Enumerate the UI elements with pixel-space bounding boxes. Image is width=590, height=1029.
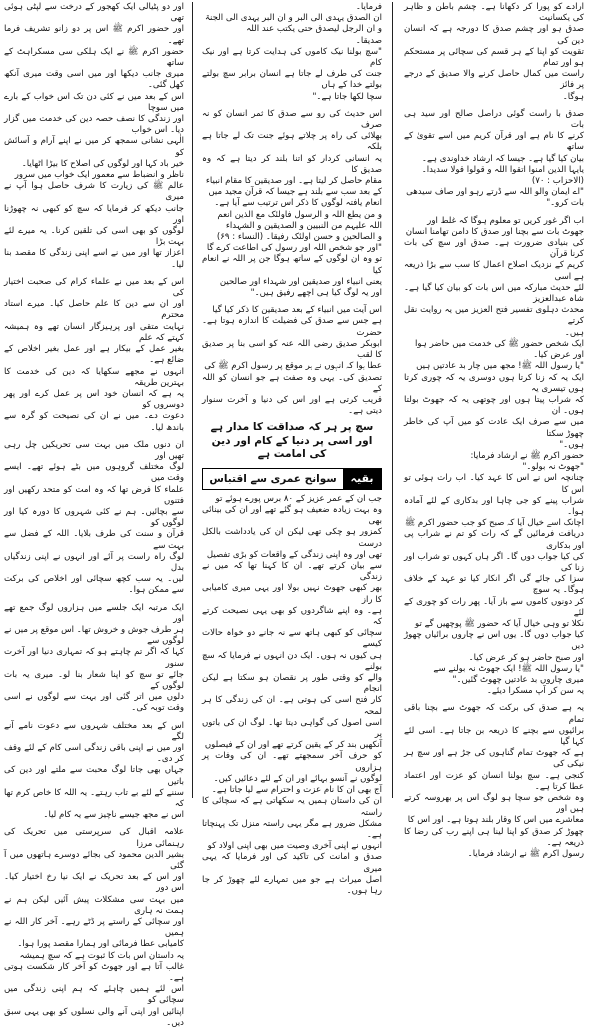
text-line: صدق با راست گوئی دراصل صالح اور سید ہی بات: [404, 108, 584, 131]
text-line: کامیابی عطا فرمائی اور ہمارا مقصد پورا ہوا۔: [17, 939, 184, 950]
text-line: جہاں بھی جاتا لوگ محبت سے ملتے اور دین کی باتیں: [4, 765, 184, 787]
text-line: یہ سن کر آپ مسکرا دیئے۔: [486, 686, 584, 697]
text-line: خیر باد کہا اور لوگوں کی اصلاح کا بیڑا اٹھایا۔: [21, 158, 184, 169]
text-line: الٰہی نشانی سمجھ کر میں نے اپنے آرام و آسائش کو: [4, 136, 184, 158]
text-line: شراب پینے کو جی چاہا اور بدکاری کے لئے آمادہ ہوا۔: [404, 495, 584, 517]
text-line: ایک شخص حضور ﷺ کی خدمت میں حاضر ہوا: [414, 338, 584, 349]
text-line: سننے کے لئے بے تاب رہتے۔ یہ اللہ کا خاص کرم تھا کہ: [4, 787, 184, 810]
text-line: "یا رسول اللہ ﷺ! مجھ میں چار بد عادتیں ہیں: [416, 361, 584, 372]
text-line: ہی کیوں نہ ہوں۔ ایک دن انہوں نے فرمایا کہ سچ بولنے: [202, 650, 382, 672]
text-line: اس کے بعد مختلف شہروں سے دعوت نامے آنے لگے: [4, 720, 184, 742]
text-line: صدق ہو اور چشم صدق کا دورجہ ہے کہ انسان دین کی: [404, 24, 584, 46]
text-line: یہ داستان اس بات کا ثبوت ہے کہ سچ ہمیشہ: [19, 950, 184, 961]
text-line: بھر کبھی جھوٹ نہیں بولا اور یہی میری کامیابی کا راز: [202, 583, 382, 605]
text-line: آج بھی ان کا نام عزت و احترام سے لیا جاتا ہے۔: [211, 785, 382, 796]
text-line: چنانچہ اس نے اس کا عہد کیا۔ اب رات ہوئی تو اس کا: [404, 473, 584, 495]
text-line: سزا کی جائے گی اگر انکار کیا تو عہد کے خلاف ہوگا۔ یہ سوچ: [404, 574, 584, 596]
text-line: عالم ﷺ کی زیارت کا شرف حاصل ہوا آپ نے میری: [4, 181, 184, 203]
text-line: نکلا تو وہی خیال آیا کہ حضور ﷺ پوچھیں گے تو: [415, 618, 584, 629]
text-line: جائے تو سچ کو اپنا شعار بنا لو۔ میری یہ بات لوگوں کے: [4, 669, 184, 691]
text-line: وہ بہت زیادہ ضعیف ہو گئے تھے اور ان کی بینائی بھی: [202, 505, 382, 527]
text-line: اور میں نے اپنی باقی زندگی اسی کام کے لئے وقف کر دی۔: [4, 743, 184, 765]
text-line: معاشرے میں اس کا وقار بلند ہوتا ہے۔ اور اس کا: [407, 815, 584, 826]
text-line: جھوٹ بات سے بچنا اور صدق کا دامن تھامنا انسان: [405, 226, 584, 237]
text-line: ہے۔ وہ اپنے شاگردوں کو بھی یہی نصیحت کرتے کہ: [202, 605, 382, 628]
text-line: سے بچائیں۔ ہم نے کئی شہروں کا دورہ کیا اور لوگوں کو: [4, 506, 184, 529]
column-divider: [392, 2, 393, 798]
text-line: مقام حاصل کر لیتا ہے۔ اور صدیقین کا مقام انبیاء: [205, 176, 382, 187]
text-line: میں بہت سی مشکلات پیش آئیں لیکن ہم نے ہمت نہ ہاری: [4, 894, 184, 916]
text-line: "یا رسول اللہ ﷺ! ایک جھوٹ نہ بولنے سے: [433, 663, 584, 674]
text-line: دلوں میں اتر گئی اور بہت سے لوگوں نے اسی وقت توبہ کی۔: [4, 692, 184, 714]
text-line: و ان الرجل لیصدق حتی یکتب عند اللہ: [246, 24, 382, 35]
text-line: ان الصدق یہدی الی البر و ان البر یہدی الی الجنۃ: [204, 13, 382, 24]
text-line: حضور اکرم ﷺ نے ایک ہلکی سی مسکراہٹ کے ساتھ: [4, 46, 184, 69]
text-line: "جھوٹ نہ بولو۔": [522, 462, 584, 473]
text-line: بات کرو۔": [546, 198, 584, 209]
text-line: کیا جواب دوں گا۔ یوں اس نے چاروں برائیاں چھوڑ دیں: [404, 630, 584, 652]
middle-column-bottom-text: [202, 494, 382, 897]
text-line: اس لئے ہمیں چاہئے کہ ہم اپنی زندگی میں سچائی کو: [4, 984, 184, 1006]
text-line: اللہ علیہم من النبیین و الصدیقین و الشہداء: [225, 220, 382, 231]
text-line: چھوڑ کر صدق کو اپنا لینا ہی اپنے رب کی رضا کا ذریعہ ہے۔: [404, 826, 584, 848]
text-line: (الاحزاب : ۷۰): [531, 176, 584, 187]
text-line: اور یہ لوگ کیا ہی اچھے رفیق ہیں۔": [250, 288, 382, 299]
text-line: اپنائیں اور اپنی آنے والی نسلوں کو بھی یہی سبق دیں۔: [4, 1006, 184, 1028]
text-line: اور دو پٹیالی ایک کھجور کے درخت سے لپٹی ہوئی تھی: [4, 2, 184, 24]
text-line: اور اس کے بعد تحریک نے ایک نیا رخ اختیار کیا۔ اس دور: [4, 872, 184, 894]
text-line: ہر طرف جوش و خروش تھا۔ اس موقع پر میں نے لوگوں سے: [4, 624, 184, 647]
text-line: فرمایا۔: [355, 2, 382, 12]
text-line: "اے ایمان والو اللہ سے ڈرتے رہو اور صاف سیدھی: [406, 187, 584, 198]
text-line: کہا کہ اگر تم چاہتے ہو کہ تمہاری دنیا اور آخرت سنور: [4, 647, 184, 669]
pull-quote: سچ پر ہر کہ صداقت کا مدار ہے اور اسی پر دنیا کے کام اور دین کی امامت ہے: [210, 421, 374, 461]
text-line: راست میں کمال حاصل کرنے والا صدیق کے درجے پر فائز: [404, 69, 584, 91]
column-divider: [192, 2, 193, 798]
text-line: اور سچائی کے راستے پر ڈٹے رہے۔ آخر کار اللہ نے ہمیں: [4, 917, 184, 939]
text-line: لوگ راہ راست پر آئے اور انہوں نے اپنی زندگیاں بدل: [4, 551, 184, 573]
text-line: اس کے بعد میں نے کئی دن تک اس خواب کے بارے میں سوچا: [4, 91, 184, 113]
text-line: ہے کہ جھوٹ تمام گناہوں کی جڑ ہے اور سچ ہر نیکی کی: [404, 748, 584, 770]
text-line: وہ شخص جو سچا ہو لوگ اس پر بھروسہ کرتے ہیں اور: [404, 793, 584, 815]
text-line: قریب کرتی ہے اور اس کی دنیا و آخرت سنوار دیتی ہے۔: [202, 394, 382, 417]
text-line: ایک مرتبہ ایک جلسے میں ہزاروں لوگ جمع تھے اور: [4, 602, 184, 624]
text-line: "سچ بولنا نیک کاموں کی ہدایت کرتا ہے اور نیک کام: [202, 46, 382, 69]
text-line: کی کیا جواب دوں گا۔ اگر ہاں کہوں تو شراب اور زنا کی: [404, 551, 584, 573]
text-line: اچانک اسے خیال آیا کہ صبح کو جب حضور اکرم ﷺ: [404, 518, 584, 529]
text-line: اور ان سے دین کا علم حاصل کیا۔ میرے استاد محترم: [4, 299, 184, 321]
text-line: کمزور ہو چکی تھی لیکن ان کی یادداشت بالکل درست: [202, 527, 382, 549]
text-line: یایہا الذین امنوا اتقوا اللہ و قولوا قولا سدیدا۔: [421, 164, 584, 175]
text-line: کو حرف آخر سمجھتے تھے۔ ان کی وفات پر ہزاروں: [202, 751, 382, 773]
text-line: ایک یہ کہ زنا کرتا ہوں دوسری یہ کہ چوری کرتا ہوں تیسری یہ: [404, 372, 584, 394]
text-line: کی بنیادی ضرورت ہے۔ صدق اور سچ کی بات کرنا قرآن: [404, 238, 584, 260]
article-column-left: [4, 2, 184, 1028]
text-line: بیان کیا گیا ہے۔ جیسا کہ ارشاد خداوندی ہے۔: [421, 153, 584, 164]
text-line: دعوت دے۔ میں نے ان کی نصیحت کو گرہ سے باندھ لیا۔: [4, 411, 184, 433]
text-line: یہ انسانی کردار کو اتنا بلند کر دیتا ہے کہ وہ صدیق کا: [202, 153, 382, 175]
text-line: اصل میراث ہے جو میں تمہارے لئے چھوڑ کر جا رہا ہوں۔: [202, 874, 382, 896]
text-line: اس حدیث کی رو سے صدق کا ثمر انسان کو نہ صرف: [202, 108, 382, 131]
text-line: لوگوں نے آنسو بہائے اور ان کے لئے دعائیں کیں۔: [213, 773, 382, 784]
text-line: تو وہ ان لوگوں کے ساتھ ہوگا جن پر اللہ نے انعام کیا: [202, 254, 382, 276]
text-line: اور حضور اکرم ﷺ اس پر دو زانو تشریف فرما تھے۔: [4, 24, 184, 46]
text-line: ان دنوں ملک میں بہت سی تحریکیں چل رہی تھیں اور: [4, 439, 184, 461]
text-line: کریم کے نزدیک اصلاح اعمال کا سب سے بڑا ذریعہ ہے اسی: [404, 260, 584, 282]
text-line: ناظر و انضباط سے معمور ایک خواب میں سرور: [14, 170, 184, 181]
text-line: کہ شراب پیتا ہوں اور چوتھی یہ کہ جھوٹ بولتا ہوں۔ ان: [404, 394, 584, 417]
text-line: میری جانب دیکھا اور میں اسی وقت میری آنکھ کھل گئی۔: [4, 69, 184, 91]
text-line: یہ ہے صدق کی برکت کہ جھوٹ سے بچنا باقی تمام: [404, 703, 584, 725]
text-line: جانب دیکھ کر فرمایا کہ سچ کو کبھی نہ چھوڑنا اور: [4, 203, 184, 225]
text-line: یہ ہے کہ انسان خود اس پر عمل کرے اور پھر دوسروں کو: [4, 388, 184, 411]
text-line: ہوگا۔: [562, 91, 584, 102]
text-line: علامہ اقبال کی سرپرستی میں تحریک کی رہنمائی مرزا: [4, 827, 184, 849]
continuation-heading-box: [202, 468, 382, 490]
text-line: صدیقا۔: [355, 35, 382, 46]
text-line: علماء کا فرض تھا کہ وہ امت کو متحد رکھیں اور فتنوں: [4, 484, 184, 506]
text-line: کے بعد سب سے بلند ہے جیسا کہ قرآن مجید میں: [208, 187, 382, 198]
text-line: سچا لکھا جاتا ہے۔": [312, 91, 382, 102]
text-line: تقویت کو اپنا کے ہر قسم کی سچائی پر مستحکم ہو اور تمام: [404, 46, 584, 69]
text-line: برائیوں سے بچنے کا ذریعہ بن جاتا ہے۔ اسی لئے کہا گیا: [404, 725, 584, 747]
text-line: آنکھیں بند کر کے یقین کرتے تھے اور ان کے فیصلوں: [204, 740, 382, 751]
article-column-right: [404, 2, 584, 860]
text-line: عطا ہوا کہ انہوں نے ہر موقع پر رسول اکرم ﷺ کی: [204, 361, 382, 372]
text-line: لوگوں کو بھی اسی کی تلقین کرنا۔ یہ میرے لئے بہت بڑا: [4, 226, 184, 248]
text-line: اس نے مجھ جیسے ناچیز سے یہ کام لیا۔: [43, 810, 184, 821]
text-line: جب ان کے عمر عزیز کے ۸۰ برس پورے ہوئے تو: [215, 493, 382, 504]
text-line: کنجی ہے۔ سچ بولنا انسان کو عزت اور اعتماد عطا کرتا ہے۔: [404, 770, 584, 792]
text-line: لیں۔ یہ سب کچھ سچائی اور اخلاص کی برکت سے ممکن ہوا۔: [4, 574, 184, 596]
middle-column-top-text: [202, 2, 382, 417]
text-line: دریافت فرمائیں گے کہ رات کو تم نے شراب پی اور بدکاری: [404, 529, 584, 551]
text-line: اب اگر غور کریں تو معلوم ہوگا کہ غلط اور: [427, 215, 584, 226]
text-line: محدث دہلوی تفسیر فتح العزیز میں یہ روایت نقل کرتے: [404, 305, 584, 327]
text-line: اس کے بعد میں نے علماء کرام کی صحبت اختیار کی: [4, 276, 184, 299]
text-line: والے کو وقتی طور پر نقصان ہو سکتا ہے لیکن انجام: [202, 673, 382, 695]
text-line: اور عرض کیا۔: [533, 350, 584, 361]
text-line: ابوبکر صدیق رضی اللہ عنہ کو اسی بنا پر صدیق کا لقب: [202, 338, 382, 361]
text-line: سے بیان کرتے تھے۔ ان کا کہنا تھا کہ میں نے زندگی: [202, 561, 382, 583]
text-line: ارادے کو پورا کر دکھانا ہے۔ چشم باطن و ظاہر کی یکسانیت: [404, 2, 584, 24]
text-line: سچائی کو کبھی ہاتھ سے نہ جانے دو خواہ حالات کیسے: [202, 628, 382, 650]
text-line: بشیر الدین محمود کی بجائے دوسرے ہاتھوں میں آ گئی: [4, 849, 184, 872]
continuation-title: سوانح عمری سے اقتباس: [209, 472, 337, 485]
text-line: ہوں۔": [559, 439, 584, 450]
text-line: اسی اصول کی گواہی دیتا تھا۔ لوگ ان کی باتوں پر: [202, 717, 382, 740]
text-line: انہوں نے اپنی آخری وصیت میں بھی اپنی اولاد کو: [207, 841, 382, 852]
text-line: میں سے صرف ایک عادت کو میں آپ کی خاطر چھوڑ سکتا: [404, 417, 584, 439]
text-line: بھلائی کی راہ پر چلاتے ہوئے جنت تک لے جاتا ہے بلکہ: [202, 131, 382, 153]
text-line: اعزاز تھا اور میں نے اسے اپنی زندگی کا مقصد بنا لیا۔: [4, 248, 184, 270]
text-line: ہیں۔: [564, 327, 584, 338]
text-line: مشکل ضرور ہے مگر یہی راستہ منزل تک پہنچاتا ہے۔: [202, 818, 382, 840]
text-line: کر دونوں کاموں سے باز آیا۔ پھر رات کو چوری کے لئے: [404, 596, 584, 618]
text-line: رسول اکرم ﷺ نے ارشاد فرمایا۔: [467, 849, 584, 860]
text-line: اس آیت میں انبیاء کے بعد صدیقین کا ذکر کیا گیا: [212, 305, 382, 316]
text-line: جنت کی طرف لے جاتا ہے انسان برابر سچ بولتے بولتے خدا کے ہاں: [202, 69, 382, 91]
text-line: قرآن و سنت کی طرف بلایا۔ اللہ کے فضل سے بہت سے: [4, 529, 184, 551]
article-column-middle: [202, 2, 382, 896]
text-line: ہے جس سے صدق کی فضیلت کا اندازہ ہوتا ہے۔ حضرت: [202, 316, 382, 338]
text-line: انہوں نے مجھے سکھایا کہ دین کی خدمت کا بہترین طریقہ: [4, 366, 184, 388]
text-line: لوگ مختلف گروہوں میں بٹے ہوئے تھے۔ ایسے وقت میں: [4, 462, 184, 484]
text-line: اور زندگی کا نصف حصہ دین کی خدمت میں گزار دیا۔ اس خواب: [4, 114, 184, 136]
text-line: ان کی داستان ہمیں یہ سکھاتی ہے کہ سچائی کا راستہ: [202, 796, 382, 818]
text-line: و الصالحین و حسن اولئک رفیقا۔ (النساء : ۶۹): [216, 232, 382, 243]
text-line: حضور اکرم ﷺ نے ارشاد فرمایا:: [470, 450, 584, 461]
text-line: لئے حدیث مبارکہ میں اس بات کو بیان کیا گیا ہے۔ شاہ عبدالعزیز: [404, 282, 584, 305]
text-line: انعام یافتہ لوگوں کا ذکر اس ترتیب سے آیا ہے۔: [214, 198, 382, 209]
text-line: و من یطع اللہ و الرسول فاولئک مع الذین انعم: [217, 209, 382, 220]
text-line: غالب آتا ہے اور جھوٹ کو آخر کار شکست ہوتی ہے۔: [4, 961, 184, 984]
text-line: صدق و امانت کی تاکید کی اور فرمایا کہ یہی میری: [202, 852, 382, 874]
text-line: کرنے کا نام ہے اور قرآن کریم میں اسے تقویٰ کے ساتھ: [404, 131, 584, 153]
text-line: تصدیق کی۔ یہی وہ صفت ہے جو انسان کو اللہ کے: [202, 372, 382, 394]
text-line: "اور جو شخص اللہ اور رسول کی اطاعت کرے گا: [206, 243, 382, 254]
text-line: اور صبح حاضر ہو کر عرض کیا۔: [468, 652, 584, 663]
text-line: تھی اور وہ اپنی زندگی کے واقعات کو بڑی تفصیل: [206, 549, 382, 560]
text-line: میری چاروں بد عادتیں چھوٹ گئیں۔": [452, 674, 584, 685]
continued-tag: بقیہ: [343, 469, 381, 489]
text-line: نہایت متقی اور پرہیزگار انسان تھے وہ ہمیشہ کہتے کہ علم: [4, 321, 184, 343]
text-line: بغیر عمل کے بیکار ہے اور عمل بغیر اخلاص کے ضائع ہے۔: [4, 344, 184, 366]
text-line: یعنی انبیاء اور صدیقین اور شہداء اور صالحین: [219, 276, 382, 287]
text-line: کار فتح اسی کی ہوتی ہے۔ ان کی زندگی کا ہر لمحہ: [202, 695, 382, 717]
